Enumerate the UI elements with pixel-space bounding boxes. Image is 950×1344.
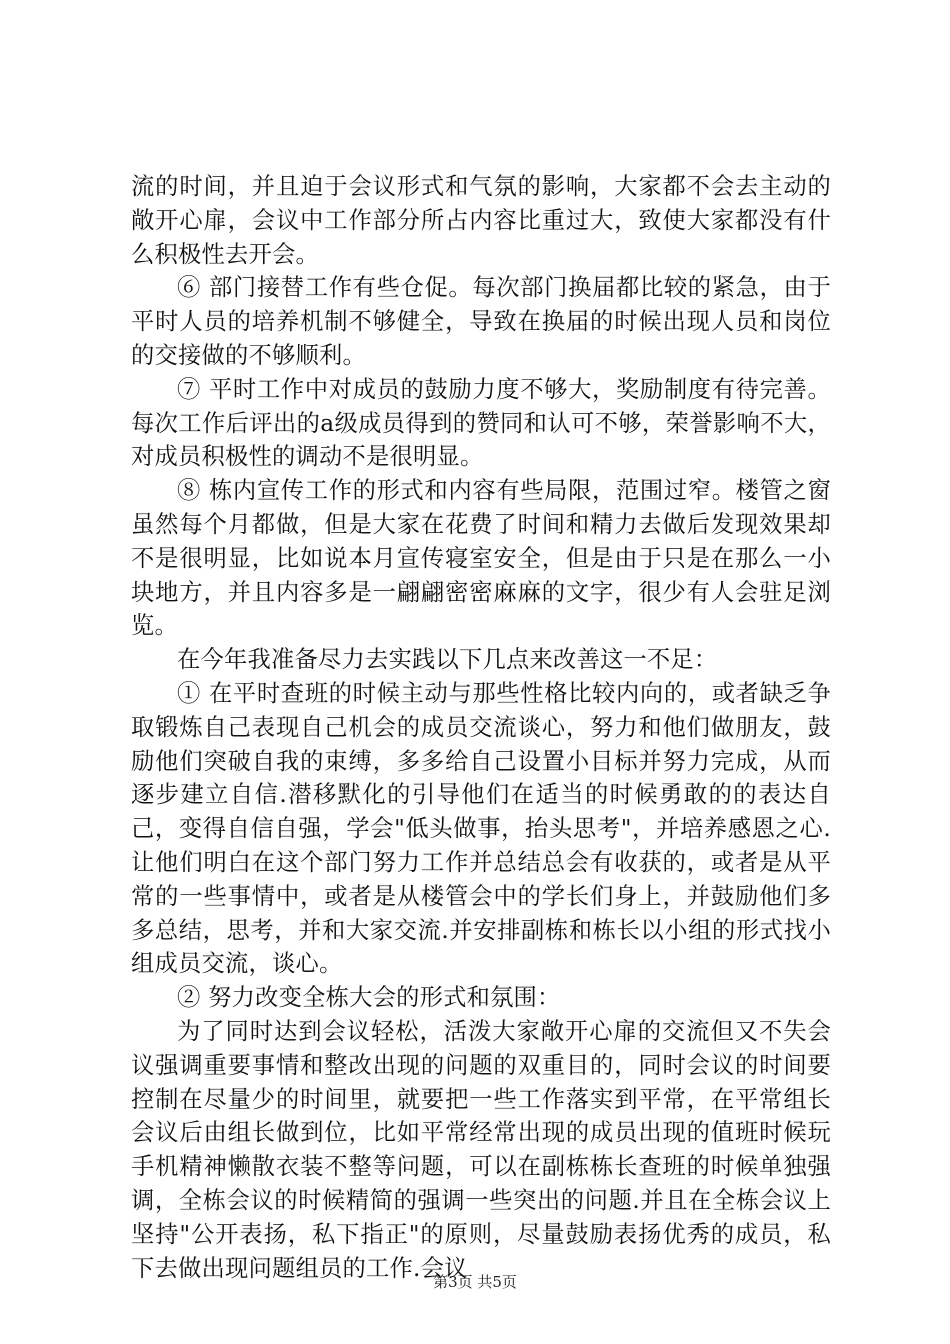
paragraph-5: 在今年我准备尽力去实践以下几点来改善这一不足： (177, 646, 718, 674)
paragraph-2: ⑥ 部门接替工作有些仓促。每次部门换届都比较的紧急，由于平时人员的培养机制不够健全，导致在换届的时候出现人员和岗位的交接做的不够顺利。 (131, 274, 831, 369)
paragraph-8: 为了同时达到会议轻松，活泼大家敞开心扉的交流但又不失会议强调重要事情和整改出现的问题的双重目的，同时会议的时间要控制在尽量少的时间里，就要把一些工作落实到平常，在平常组长会议后由组长做到位，比如平常经常出现的成员出现的值班时候玩手机精神懒散衣装不整等问题，可以在副栋栋长查班的时候单独强调，全栋会议的时候精简的强调一些突出的问题.并且在全栋会议上坚持"公开表扬，私下指正"的原则，尽量鼓励表扬优秀的成员，私下去做出现问题组员的工作.会议 (131, 1017, 831, 1282)
page-footer (0, 1271, 950, 1292)
document-body (131, 170, 831, 1285)
page-number-label: 第3页 共5页 (433, 1273, 517, 1291)
paragraph-4: ⑧ 栋内宣传工作的形式和内容有些局限，范围过窄。楼管之窗虽然每个月都做，但是大家在花费了时间和精力去做后发现效果却不是很明显，比如说本月宣传寝室安全，但是由于只是在那么一小块地方，并且内容多是一翩翩密密麻麻的文字，很少有人会驻足浏览。 (131, 477, 831, 640)
paragraph-1: 流的时间，并且迫于会议形式和气氛的影响，大家都不会去主动的敞开心扉，会议中工作部分所占内容比重过大，致使大家都没有什么积极性去开会。 (131, 173, 831, 268)
paragraph-7: ② 努力改变全栋大会的形式和氛围： (177, 984, 561, 1012)
paragraph-3: ⑦ 平时工作中对成员的鼓励力度不够大，奖励制度有待完善。每次工作后评出的a级成员得到的赞同和认可不够，荣誉影响不大，对成员积极性的调动不是很明显。 (131, 375, 831, 471)
paragraph-6: ① 在平时查班的时候主动与那些性格比较内向的，或者缺乏争取锻炼自己表现自己机会的成员交流谈心，努力和他们做朋友，鼓励他们突破自我的束缚，多多给自己设置小目标并努力完成，从而逐步建立自信.潜移默化的引导他们在适当的时候勇敢的的表达自己，变得自信自强，学会"低头做事，抬头思考"，并培养感恩之心.让他们明白在这个部门努力工作并总结总会有收获的，或者是从平常的一些事情中，或者是从楼管会中的学长们身上，并鼓励他们多多总结，思考，并和大家交流.并安排副栋和栋长以小组的形式找小组成员交流，谈心。 (131, 679, 831, 978)
